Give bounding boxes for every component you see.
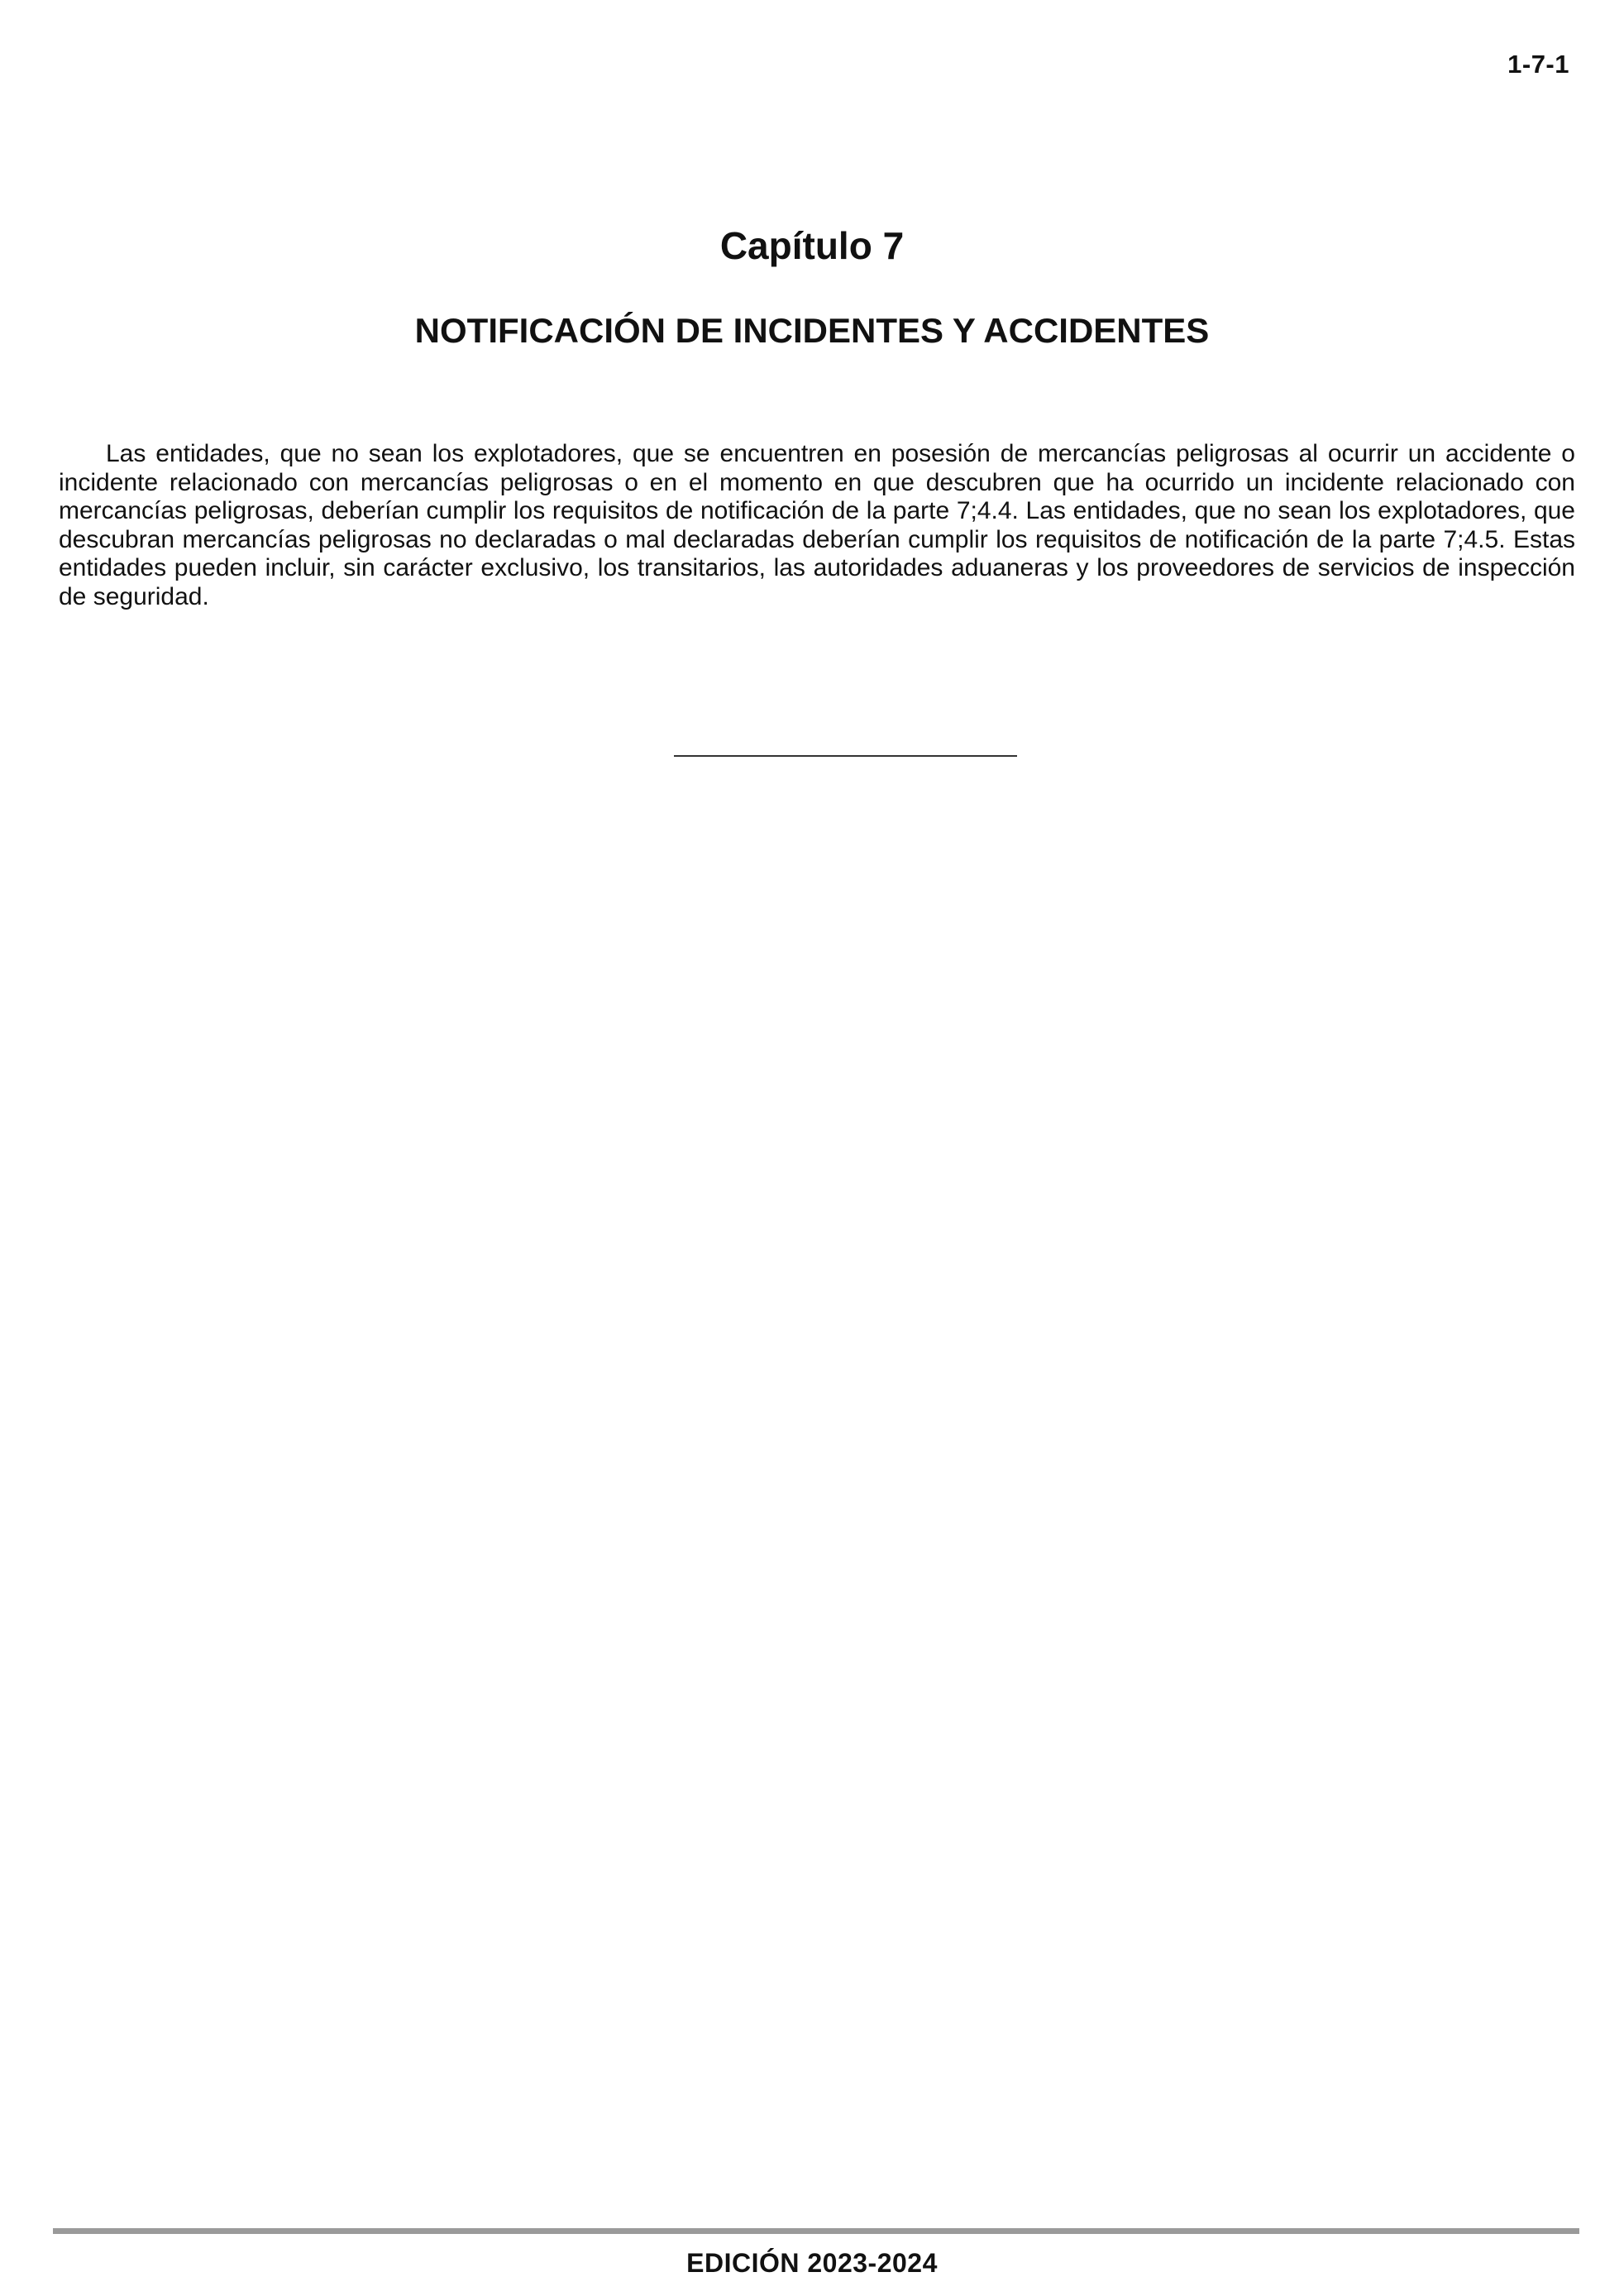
section-title: NOTIFICACIÓN DE INCIDENTES Y ACCIDENTES (414, 311, 1210, 350)
body-paragraph: Las entidades, que no sean los explotadores, que se encuentren en posesión de mercancías peligrosas al ocurrir un accidente o incidente relacionado con mercancías peligrosas o en el momento en que descubren que ha ocurrido un incidente relacionado con mercancías peligrosas, deberían cumplir los requisitos de notificación de la parte 7;4.4. Las entidades, que no sean los explotadores, que descubran mercancías peligrosas no declaradas o mal declaradas deberían cumplir los requisitos de notificación de la parte 7;4.5. Estas entidades pueden incluir, sin carácter exclusivo, los transitarios, las autoridades aduaneras y los proveedores de servicios de inspección de seguridad. (59, 440, 1575, 610)
footer-edition: EDICIÓN 2023-2024 (686, 2248, 938, 2278)
page-number: 1-7-1 (1507, 50, 1569, 79)
end-of-chapter-rule (674, 755, 1017, 757)
footer-rule (53, 2228, 1579, 2234)
chapter-title: Capítulo 7 (719, 224, 905, 267)
